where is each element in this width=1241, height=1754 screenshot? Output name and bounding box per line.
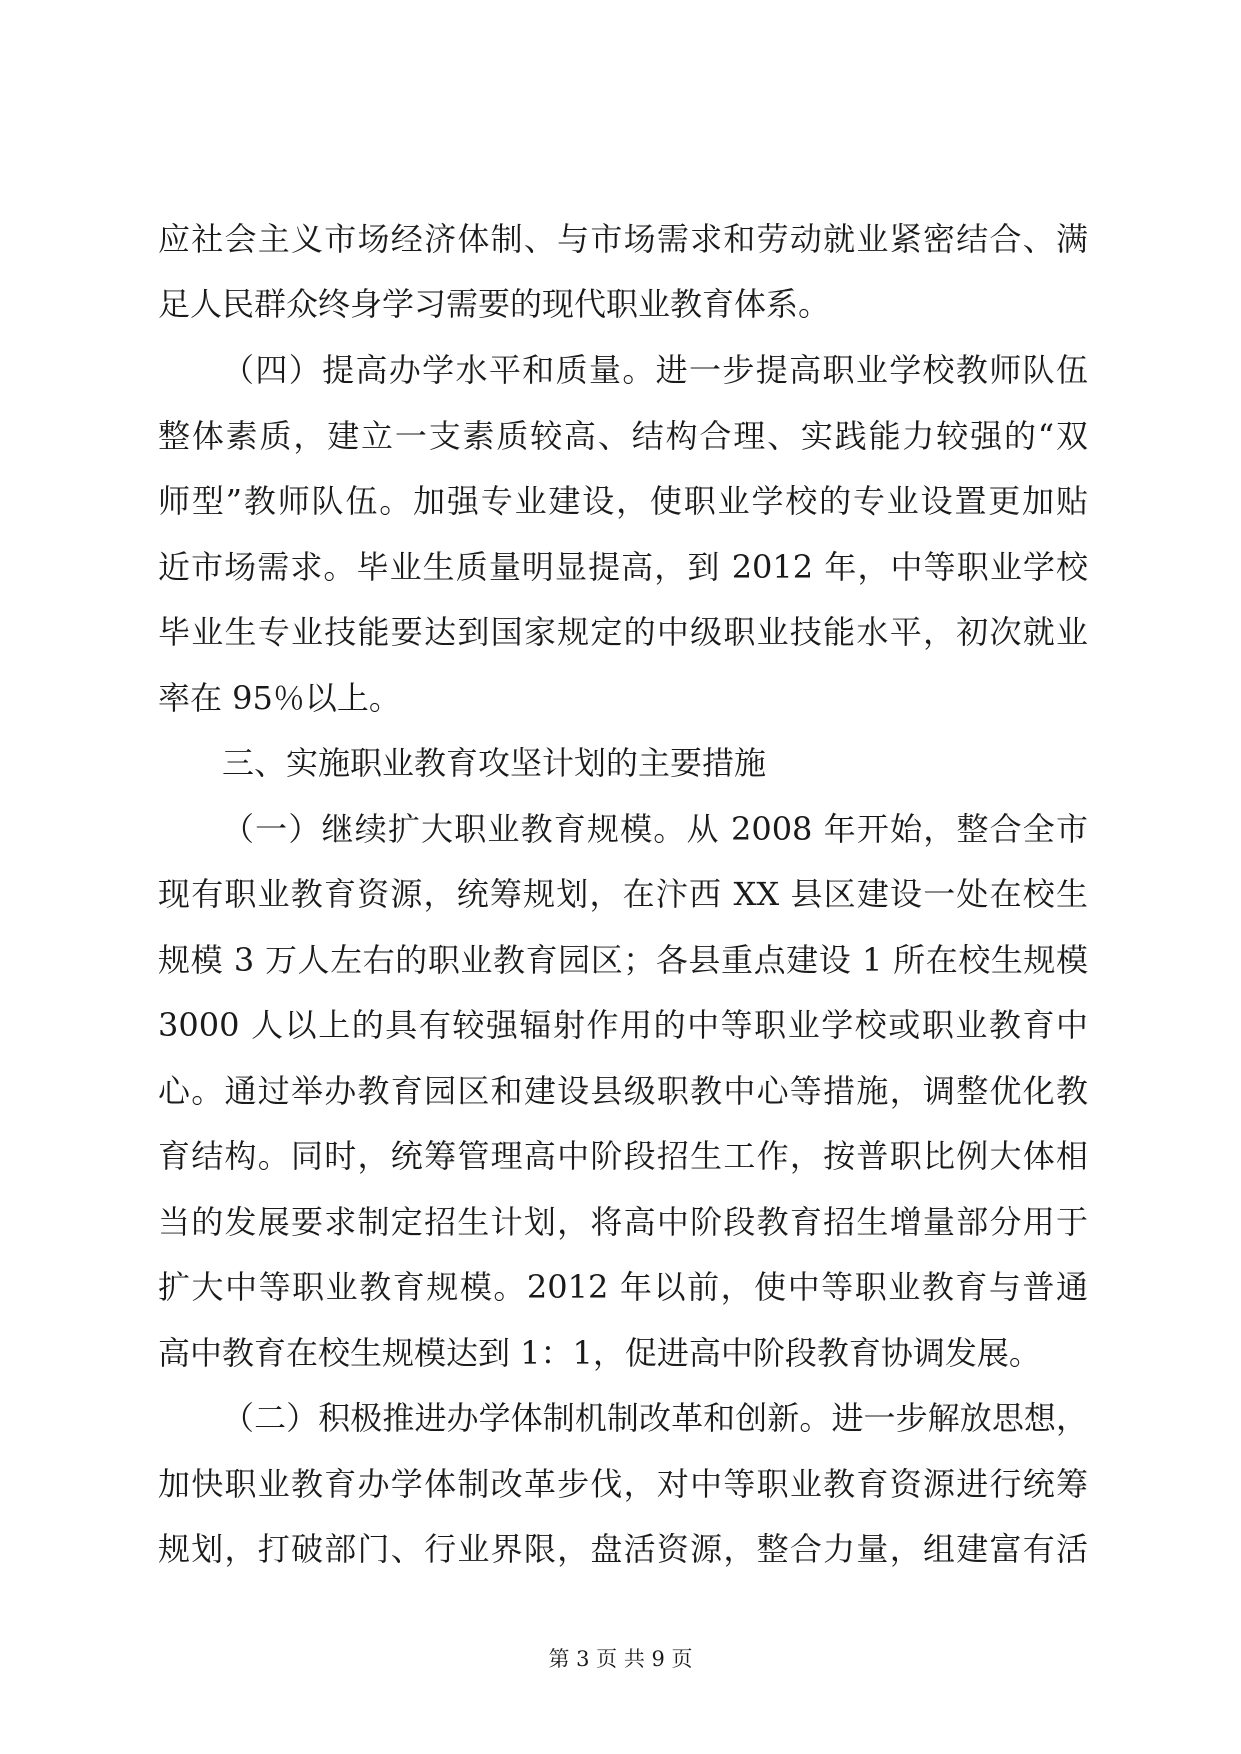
text-line: 师型”教师队伍。加强专业建设，使职业学校的专业设置更加贴 xyxy=(158,482,1088,520)
text-line: 3000 人以上的具有较强辐射作用的中等职业学校或职业教育中 xyxy=(158,1006,1088,1044)
text-line: 规划，打破部门、行业界限，盘活资源，整合力量，组建富有活 xyxy=(158,1530,1088,1568)
text-line: 应社会主义市场经济体制、与市场需求和劳动就业紧密结合、满 xyxy=(158,220,1088,258)
text-line: 整体素质，建立一支素质较高、结构合理、实践能力较强的“双 xyxy=(158,417,1088,455)
text-line: 加快职业教育办学体制改革步伐，对中等职业教育资源进行统筹 xyxy=(158,1465,1088,1503)
text-line: 率在 95％以上。 xyxy=(158,679,401,717)
text-line: 育结构。同时，统筹管理高中阶段招生工作，按普职比例大体相 xyxy=(158,1137,1088,1175)
paragraph-heading-line: （一）继续扩大职业教育规模。从 2008 年开始，整合全市 xyxy=(222,810,1088,848)
page-number-footer: 第 3 页 共 9 页 xyxy=(548,1647,693,1671)
paragraph-heading-line: （二）积极推进办学体制机制改革和创新。进一步解放思想， xyxy=(222,1399,1088,1437)
paragraph-heading-line: （四）提高办学水平和质量。进一步提高职业学校教师队伍 xyxy=(222,351,1088,389)
text-line: 近市场需求。毕业生质量明显提高，到 2012 年，中等职业学校 xyxy=(158,548,1088,586)
text-line: 扩大中等职业教育规模。2012 年以前，使中等职业教育与普通 xyxy=(158,1268,1088,1306)
text-line: 足人民群众终身学习需要的现代职业教育体系。 xyxy=(158,285,831,323)
text-line: 现有职业教育资源，统筹规划，在汴西 XX 县区建设一处在校生 xyxy=(158,875,1088,913)
text-line: 毕业生专业技能要达到国家规定的中级职业技能水平，初次就业 xyxy=(158,613,1088,651)
text-line: 当的发展要求制定招生计划，将高中阶段教育招生增量部分用于 xyxy=(158,1203,1088,1241)
text-line: 规模 3 万人左右的职业教育园区；各县重点建设 1 所在校生规模 xyxy=(158,941,1088,979)
section-heading: 三、实施职业教育攻坚计划的主要措施 xyxy=(222,744,767,782)
text-line: 心。通过举办教育园区和建设县级职教中心等措施，调整优化教 xyxy=(158,1072,1088,1110)
text-line: 高中教育在校生规模达到 1：1，促进高中阶段教育协调发展。 xyxy=(158,1334,1041,1372)
